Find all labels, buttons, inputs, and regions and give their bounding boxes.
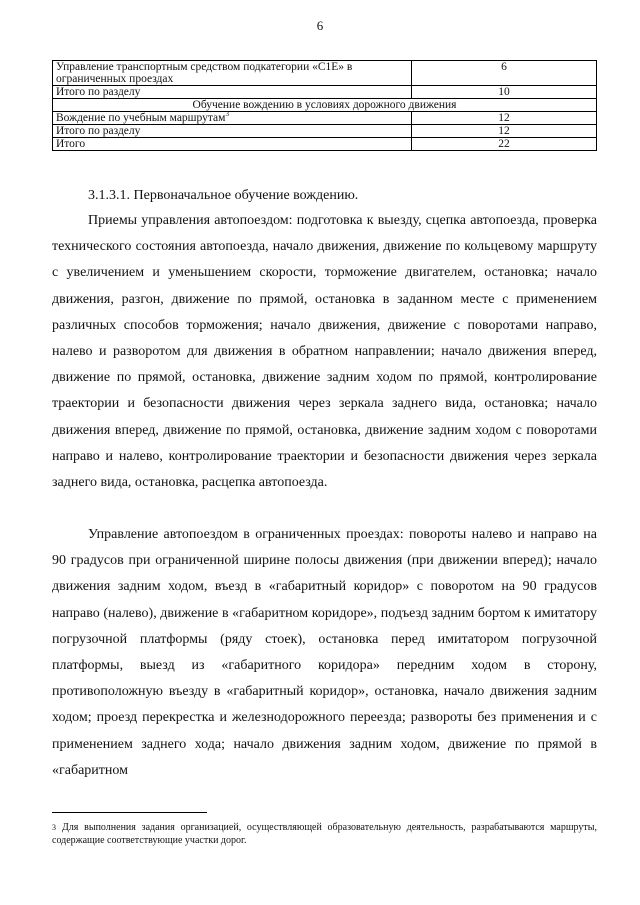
paragraph-maneuvers: Приемы управления автопоездом: подготовка к выезду, сцепка автопоезда, проверка технического состояния автопоезда, начало движения, движение по кольцевому маршруту с увеличением и уменьшением скорости, торможение двигателем, остановка; начало движения, разгон, движение по прямой, остановка в заданном месте с применением различных способов торможения; начало движения, движение с поворотами направо, налево и разворотом для движения в обратном направлении; начало движения вперед, движение по прямой, остановка, движение задним ходом по прямой, контролирование траектории и безопасности движения через зеркала заднего вида, остановка; начало движения вперед, движение по прямой, остановка, движение задним ходом с поворотами направо и налево, контролирование траектории и безопасности движения через зеркала заднего вида, остановка, расцепка автопоезда.	[52, 213, 597, 491]
footnote	[52, 821, 597, 847]
table-row	[53, 112, 597, 125]
table-section-row	[53, 99, 597, 112]
table-row	[53, 61, 597, 86]
footnote-text: Для выполнения задания организацией, осуществляющей образовательную деятельность, разрабатываются маршруты, содержащие соответствующие участки дорог.	[52, 822, 597, 846]
table-cell-name	[53, 112, 412, 125]
table-cell-name: Итого по разделу	[53, 125, 412, 138]
table-cell-name: Управление транспортным средством подкатегории «С1Е» в ограниченных проездах	[53, 61, 412, 86]
footnote-mark: 3	[52, 823, 56, 832]
table-row	[53, 86, 597, 99]
table-cell-value: 6	[412, 61, 597, 86]
table-cell-value: 12	[412, 112, 597, 125]
page-number: 6	[316, 18, 324, 33]
table-cell-name: Итого	[53, 138, 412, 151]
footnote-reference: 3	[225, 110, 229, 119]
section-heading: 3.1.3.1. Первоначальное обучение вождению.	[88, 188, 359, 203]
table-row	[53, 138, 597, 151]
paragraph-restricted-driving: Управление автопоездом в ограниченных проездах: повороты налево и направо на 90 градусов при ограниченной ширине полосы движения (при движении вперед); начало движения задним ходом, въезд в «габаритный коридор» с поворотом на 90 градусов направо (налево), движение в «габаритном коридоре», подъезд задним бортом к имитатору погрузочной платформы (ряду стоек), остановка перед имитатором погрузочной платформы, выезд из «габаритного коридора» передним ходом в сторону, противоположную въезду в «габаритный коридор», остановка, начало движения задним ходом; проезд перекрестка и железнодорожного переезда; развороты без применения и с применением заднего хода; начало движения задним ходом, движение по прямой в «габаритном	[52, 527, 597, 778]
table-cell-value: 22	[412, 138, 597, 151]
table-cell-name: Итого по разделу	[53, 86, 412, 99]
table-row	[53, 125, 597, 138]
footnote-divider	[52, 812, 207, 813]
table-cell-value: 10	[412, 86, 597, 99]
table-section-title: Обучение вождению в условиях дорожного движения	[53, 99, 597, 112]
hours-table	[52, 60, 597, 151]
table-cell-text: Вождение по учебным маршрутам	[56, 112, 226, 124]
table-cell-value: 12	[412, 125, 597, 138]
